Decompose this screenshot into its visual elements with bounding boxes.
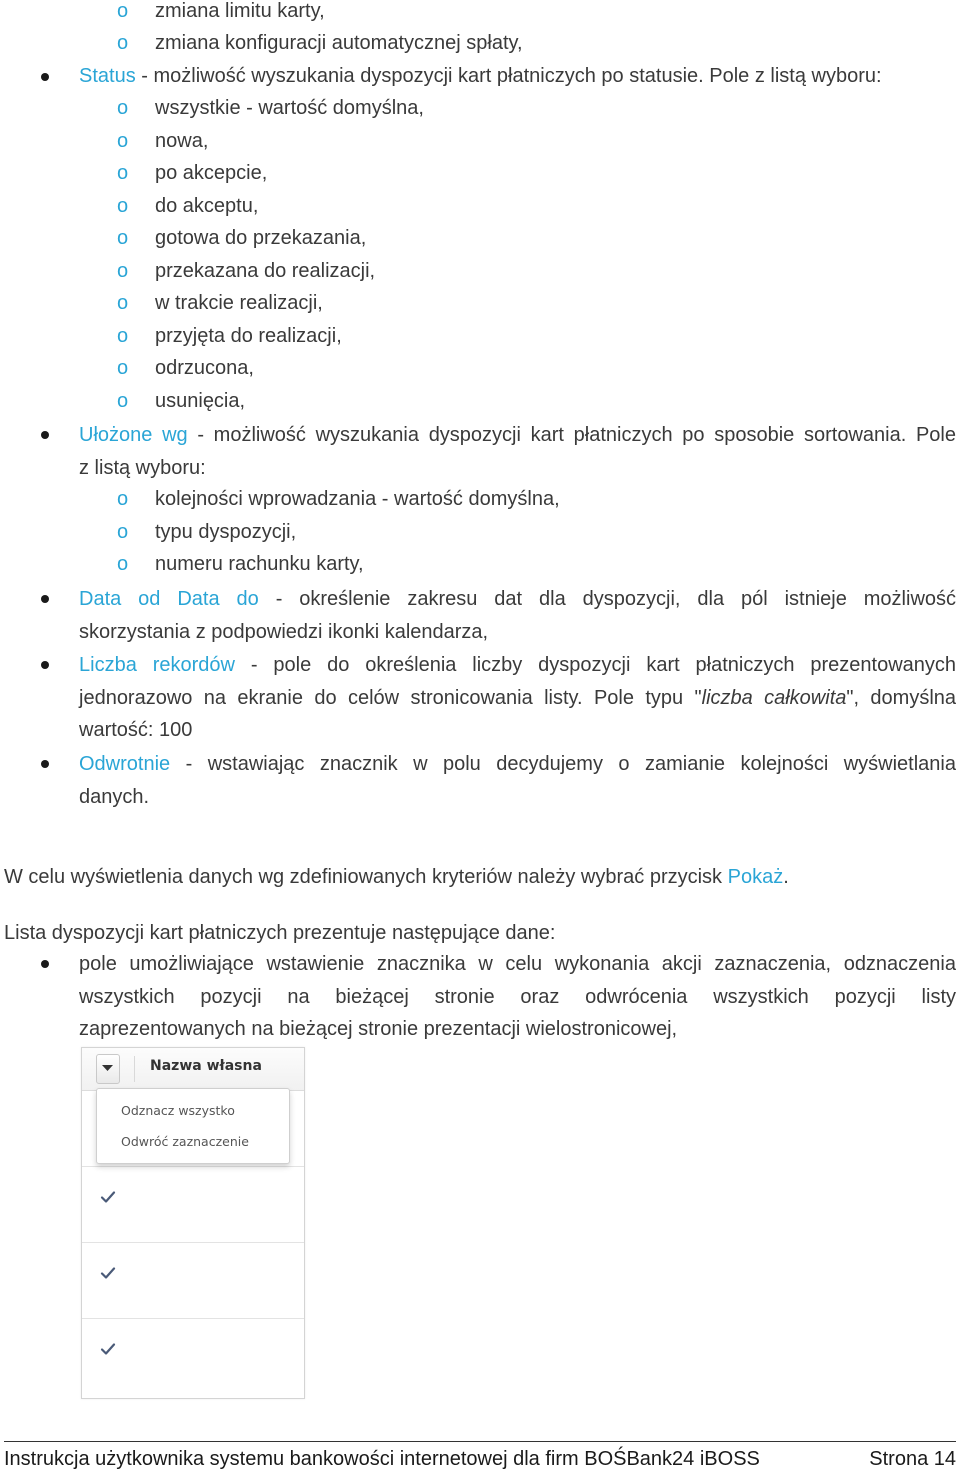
reverse-desc-2: danych. (79, 785, 150, 808)
reverse-item (0, 748, 960, 814)
records-paragraph (79, 649, 956, 747)
list-item (0, 0, 960, 26)
list-item (0, 517, 960, 547)
records-desc-italic: liczba całkowita (701, 686, 847, 709)
list-item-text: przekazana do realizacji, (155, 260, 376, 282)
checkbox-desc-3: zaprezentowanych na bieżącej stronie prezentacji wielostronicowej, (79, 1018, 678, 1041)
table-row (82, 1166, 304, 1243)
bullet (41, 960, 49, 968)
checkbox-field-item (0, 948, 960, 1048)
column-header-name[interactable]: Nazwa własna (150, 1058, 262, 1074)
list-item (0, 158, 960, 188)
select-dropdown-button[interactable] (96, 1054, 120, 1084)
show-paragraph (4, 862, 956, 892)
list-item-text: wszystkie - wartość domyślna, (155, 97, 424, 119)
sub-bullet: o (117, 227, 129, 249)
list-item-text: nowa, (155, 130, 209, 152)
checkmark-icon[interactable] (100, 1189, 116, 1205)
sub-bullet: o (117, 32, 129, 54)
list-item (0, 353, 960, 383)
footer-divider (4, 1441, 956, 1442)
list-item-text: numeru rachunku karty, (155, 553, 364, 575)
records-term: Liczba rekordów (79, 654, 235, 676)
list-item-text: usunięcia, (155, 390, 246, 412)
menu-item-deselect-all[interactable]: Odznacz wszystko (121, 1103, 235, 1118)
list-item (0, 549, 960, 579)
footer-title: Instrukcja użytkownika systemu bankowości internetowej dla firm BOŚBank24 iBOSS (4, 1448, 760, 1470)
show-tail: . (783, 866, 789, 888)
sub-bullet: o (117, 292, 129, 314)
bullet (41, 760, 49, 768)
chevron-down-icon (102, 1065, 113, 1072)
reverse-term: Odwrotnie (79, 753, 171, 775)
sorted-paragraph (79, 419, 956, 484)
dates-desc-2: skorzystania z podpowiedzi ikonki kalendarza, (79, 620, 489, 643)
list-item (0, 93, 960, 123)
checkbox-paragraph (79, 948, 956, 1046)
list-item (0, 484, 960, 514)
list-item-text: przyjęta do realizacji, (155, 325, 342, 347)
records-desc-2b: ", domyślna (846, 686, 957, 709)
sub-bullet: o (117, 0, 129, 22)
reverse-desc: - wstawiając znacznik w polu decydujemy o zamianie kolejności wyświetlania (170, 753, 956, 775)
sorted-desc-2: z listą wyboru: (79, 456, 206, 479)
dates-item (0, 583, 960, 649)
page-number: Strona 14 (869, 1448, 956, 1470)
records-desc-2a: jednorazowo na ekranie do celów stronicowania listy. Pole typu " (79, 686, 702, 709)
dates-desc: - określenie zakresu dat dla dyspozycji, dla pól istnieje możliwość (258, 588, 957, 610)
menu-item-invert-selection[interactable]: Odwróć zaznaczenie (121, 1134, 249, 1149)
dates-paragraph (79, 583, 956, 648)
status-term: Status (79, 65, 136, 87)
list-item-text: zmiana konfiguracji automatycznej spłaty, (155, 32, 523, 54)
list-item-text: zmiana limitu karty, (155, 0, 325, 22)
list-intro: Lista dyspozycji kart płatniczych prezentuje następujące dane: (4, 922, 556, 944)
sub-bullet: o (117, 260, 129, 282)
table-header (82, 1048, 304, 1091)
records-item (0, 649, 960, 747)
sub-bullet: o (117, 97, 129, 119)
status-desc: - możliwość wyszukania dyspozycji kart płatniczych po statusie. Pole z listą wyboru: (135, 65, 882, 87)
sorted-term: Ułożone wg (79, 424, 188, 446)
sorted-desc: - możliwość wyszukania dyspozycji kart płatniczych po sposobie sortowania. Pole (187, 424, 956, 446)
sub-bullet: o (117, 357, 129, 379)
sub-bullet: o (117, 162, 129, 184)
checkmark-icon[interactable] (100, 1341, 116, 1357)
reverse-paragraph (79, 748, 956, 813)
list-item (0, 256, 960, 286)
bullet (41, 595, 49, 603)
list-item-text: po akcepcie, (155, 162, 268, 184)
bullet (41, 431, 49, 439)
list-item-text: w trakcie realizacji, (155, 292, 323, 314)
list-item (0, 386, 960, 416)
show-text: W celu wyświetlenia danych wg zdefiniowanych kryteriów należy wybrać przycisk (4, 866, 728, 888)
status-item (0, 61, 960, 91)
checkbox-desc-2: wszystkich pozycji na bieżącej stronie oraz odwrócenia wszystkich pozycji listy (79, 985, 956, 1008)
page-footer (4, 1444, 956, 1474)
records-desc-3: wartość: 100 (79, 719, 193, 742)
bullet (41, 661, 49, 669)
list-item-text: kolejności wprowadzania - wartość domyślna, (155, 488, 560, 510)
header-divider (134, 1056, 135, 1082)
sorted-item (0, 419, 960, 485)
list-item (0, 28, 960, 58)
sub-bullet: o (117, 521, 129, 543)
table-row (82, 1242, 304, 1319)
list-item-text: gotowa do przekazania, (155, 227, 367, 249)
list-item (0, 191, 960, 221)
list-item (0, 223, 960, 253)
checkmark-icon[interactable] (100, 1265, 116, 1281)
records-desc: - pole do określenia liczby dyspozycji kart płatniczych prezentowanych (234, 654, 957, 676)
list-item-text: typu dyspozycji, (155, 521, 297, 543)
list-item (0, 288, 960, 318)
selection-menu (96, 1088, 290, 1164)
sub-bullet: o (117, 325, 129, 347)
list-item-text: odrzucona, (155, 357, 254, 379)
sub-bullet: o (117, 553, 129, 575)
sub-bullet: o (117, 195, 129, 217)
sub-bullet: o (117, 488, 129, 510)
list-item-text: do akceptu, (155, 195, 259, 217)
list-screenshot (81, 1047, 305, 1399)
list-item (0, 126, 960, 156)
dates-term: Data od Data do (79, 588, 259, 610)
bullet (41, 73, 49, 81)
show-link[interactable]: Pokaż (727, 866, 784, 888)
sub-bullet: o (117, 390, 129, 412)
checkbox-desc-1: pole umożliwiające wstawienie znacznika w celu wykonania akcji zaznaczenia, odznaczenia (79, 953, 956, 975)
table-row (82, 1318, 304, 1397)
sub-bullet: o (117, 130, 129, 152)
list-item (0, 321, 960, 351)
